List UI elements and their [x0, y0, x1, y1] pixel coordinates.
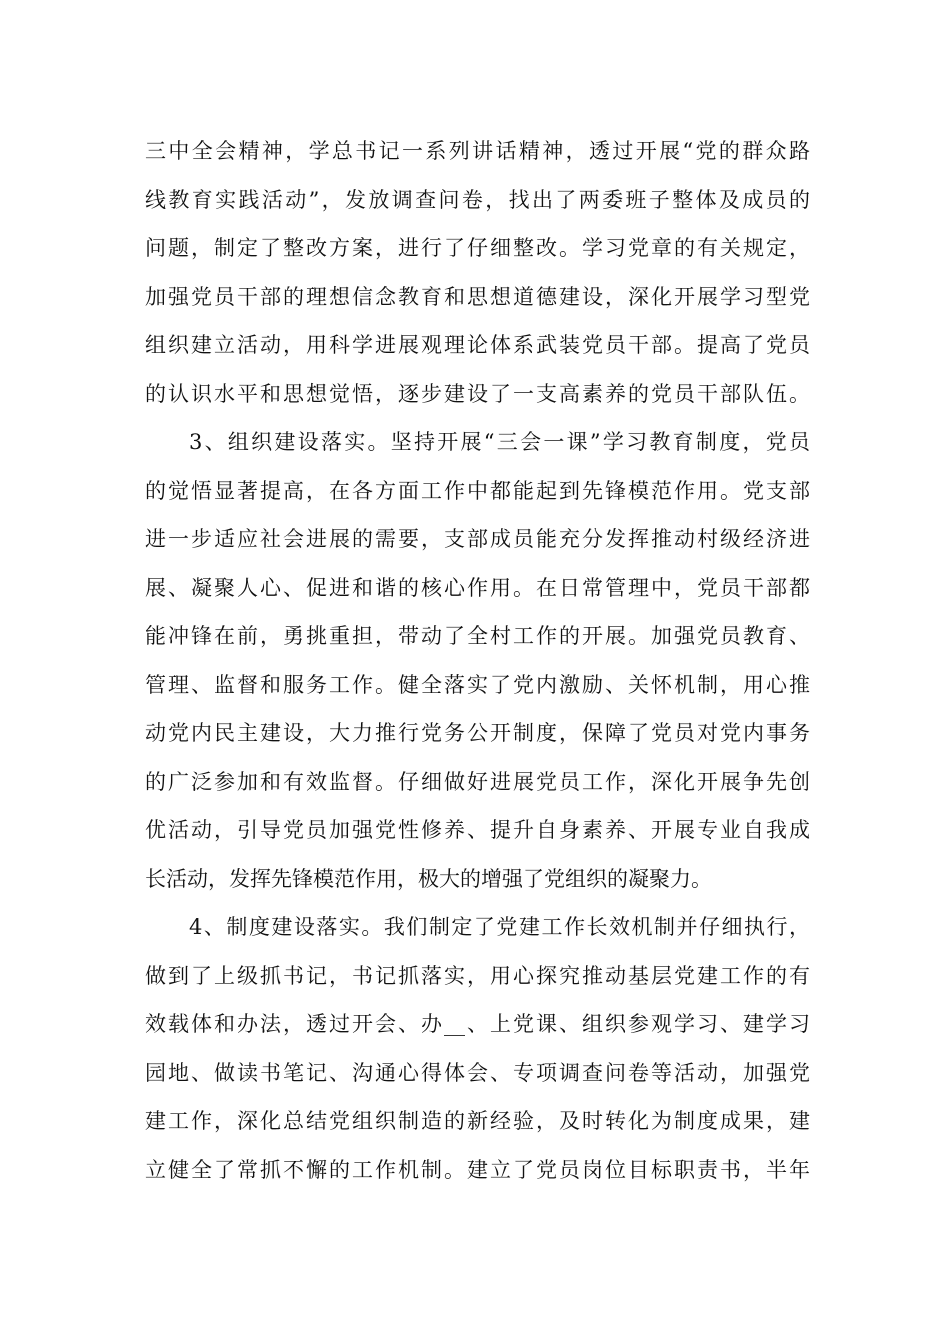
text-line: 园地、做读书笔记、沟通心得体会、专项调查问卷等活动，加强党: [145, 1060, 810, 1085]
text-line: 线教育实践活动”，发放调查问卷，找出了两委班子整体及成员的: [145, 187, 810, 212]
text-line: 立健全了常抓不懈的工作机制。建立了党员岗位目标职责书，半年: [145, 1157, 810, 1182]
text-line: 动党内民主建设，大力推行党务公开制度，保障了党员对党内事务: [145, 721, 810, 745]
text-line: 加强党员干部的理想信念教育和思想道德建设，深化开展学习型党: [145, 284, 810, 309]
paragraph-end-line: 长活动，发挥先锋模范作用，极大的增强了党组织的凝聚力。: [145, 866, 712, 891]
text-line: 的觉悟显著提高，在各方面工作中都能起到先锋模范作用。党支部: [145, 478, 810, 503]
paragraph-start-line: 3、组织建设落实。坚持开展“三会一课”学习教育制度，党员: [189, 430, 810, 454]
text-line: 的认识水平和思想觉悟，逐步建设了一支高素养的党员干部队伍。: [145, 381, 810, 406]
text-line: 效载体和办法，透过开会、办__、上党课、组织参观学习、建学习: [145, 1012, 810, 1036]
text-line: 做到了上级抓书记，书记抓落实，用心探究推动基层党建工作的有: [145, 963, 810, 988]
text-line: 优活动，引导党员加强党性修养、提升自身素养、开展专业自我成: [145, 818, 810, 842]
text-line: 展、凝聚人心、促进和谐的核心作用。在日常管理中，党员干部都: [145, 575, 810, 600]
document-body: [145, 127, 810, 1194]
text-line: 问题，制定了整改方案，进行了仔细整改。学习党章的有关规定，: [145, 236, 810, 260]
text-line: 组织建立活动，用科学进展观理论体系武装党员干部。提高了党员: [145, 333, 810, 357]
text-line: 三中全会精神，学总书记一系列讲话精神，透过开展“党的群众路: [145, 139, 810, 163]
text-line: 管理、监督和服务工作。健全落实了党内激励、关怀机制，用心推: [145, 672, 810, 697]
text-line: 能冲锋在前，勇挑重担，带动了全村工作的开展。加强党员教育、: [145, 624, 810, 648]
text-line: 的广泛参加和有效监督。仔细做好进展党员工作，深化开展争先创: [145, 769, 810, 794]
paragraph-start-line: 4、制度建设落实。我们制定了党建工作长效机制并仔细执行，: [189, 915, 810, 939]
text-line: 建工作，深化总结党组织制造的新经验，及时转化为制度成果，建: [145, 1109, 810, 1133]
text-line: 进一步适应社会进展的需要，支部成员能充分发挥推动村级经济进: [145, 527, 810, 551]
